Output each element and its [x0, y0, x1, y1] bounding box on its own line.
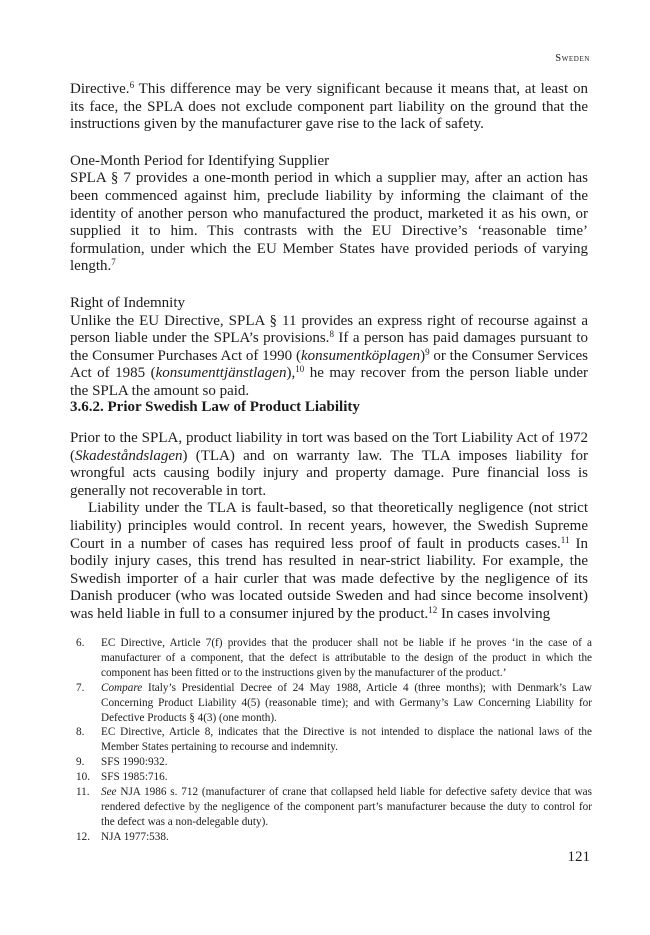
- footnote-number: 8.: [76, 726, 85, 739]
- section-paragraph-1: [70, 430, 588, 500]
- text-run: In cases involving: [437, 605, 551, 622]
- text-run: NJA 1986 s. 712 (manufacturer of crane that collapsed held liable for defective safety device that was rendered defective by the negligence of the component part’s manufacturer because the duty to control for the defect was a non-delegable duty).: [101, 786, 592, 828]
- text-run: SFS 1985:716.: [101, 771, 168, 784]
- section-heading: 3.6.2. Prior Swedish Law of Product Liability: [70, 399, 360, 415]
- text-run: Italy’s Presidential Decree of 24 May 1988, Article 4 (three months); with Denmark’s Law Concerning Product Liability 4(5) (reasonable time); and with Germany’s Law Concerning Liability for Defective Products § 4(3) (one month).: [101, 681, 592, 724]
- section-body-text: [70, 430, 588, 624]
- footnote-number: 11.: [76, 786, 90, 799]
- footnote-10: [76, 770, 592, 785]
- text-run: EC Directive, Article 7(f) provides that the producer shall not be liable if he proves ‘in the case of a manufacturer of a component, that the defect is attributable to the design of the product in which the component has been fitted or to the instructions given by the manufacturer of the product.’: [101, 637, 592, 679]
- text-run: ),: [286, 365, 296, 382]
- footnote-number: 9.: [76, 756, 85, 769]
- indemnity-paragraph: [70, 313, 588, 401]
- footnote-text: [101, 770, 592, 785]
- subheading-one-month: One-Month Period for Identifying Supplier: [70, 152, 330, 169]
- one-month-paragraph: [70, 170, 588, 276]
- footnote-text: [101, 755, 592, 770]
- footnote-number: 10.: [76, 771, 90, 784]
- text-run: EC Directive, Article 8, indicates that the Directive is not intended to displace the national laws of the Member States pertaining to recourse and indemnity.: [101, 726, 592, 754]
- footnote-text: [101, 785, 592, 830]
- text-run: ) (TLA) and on warranty law. The TLA imposes liability for wrongful acts causing bodily injury and property damage. Pure financial loss is generally not recoverable in tort.: [70, 447, 588, 499]
- section-paragraph-2: [70, 500, 588, 623]
- italic-term: Skadeståndslagen: [75, 447, 183, 464]
- italic-term: konsumenttjänstlagen: [155, 365, 287, 382]
- footnote-9: [76, 755, 592, 770]
- text-run: This difference may be very significant because it means that, at least on its face, the SPLA does not exclude component part liability on the ground that the instructions given by the manufacturer gave rise to the lack of safety.: [70, 81, 588, 133]
- footnote-7: [76, 681, 592, 726]
- running-head: Sweden: [555, 53, 590, 64]
- footnote-8: [76, 725, 592, 755]
- footnote-signal: Compare: [101, 681, 143, 694]
- footnote-text: [101, 725, 592, 755]
- page-number: 121: [567, 849, 590, 865]
- footnote-signal: See: [101, 786, 117, 799]
- footnote-ref-6: 6: [129, 80, 135, 90]
- footnote-11: [76, 785, 592, 830]
- text-run: ): [420, 347, 426, 364]
- text-run: SFS 1990:932.: [101, 756, 168, 769]
- text-run: SPLA § 7 provides a one-month period in which a supplier may, after an action has been commenced against him, preclude liability by informing the claimant of the identity of another person who manufactured the product, marketed it as his own, or supplied it to him. This contrasts with the EU Directive’s ‘reasonable time’ formulation, under which the EU Member States have provided periods of varying length.: [70, 170, 588, 275]
- text-run: Liability under the TLA is fault-based, so that theoretically negligence (not strict liability) principles would control. In recent years, however, the Swedish Supreme Court in a number of cases has required less proof of fault in products cases.: [70, 500, 588, 552]
- italic-term: konsumentköplagen: [300, 347, 421, 364]
- text-run: NJA 1977:538.: [101, 830, 169, 843]
- text-run: Prior to the SPLA, product liability in tort was based on the Tort Liability Act of 1972 (: [70, 430, 588, 464]
- footnote-ref-8: 8: [329, 329, 334, 340]
- text-run: If a person has paid damages pursuant to the Consumer Purchases Act of 1990 (: [70, 330, 588, 364]
- footnote-ref-7: 7: [111, 257, 116, 268]
- text-run: Unlike the EU Directive, SPLA § 11 provides an express right of recourse against a person liable under the SPLA’s provisions.: [70, 312, 588, 347]
- footnote-number: 12.: [76, 830, 90, 843]
- subheading-right-of-indemnity: Right of Indemnity: [70, 294, 185, 311]
- text-run: or the Consumer Services Act of 1985 (: [70, 347, 588, 382]
- text-run: he may recover from the person liable under the SPLA the amount so paid.: [70, 365, 589, 399]
- footnote-12: [76, 830, 592, 845]
- text-run: Directive.: [70, 81, 130, 97]
- footnotes: [76, 636, 592, 845]
- footnote-number: 7.: [76, 681, 85, 694]
- footnote-text: [101, 830, 592, 845]
- footnote-text: [101, 681, 592, 726]
- footnote-ref-11: 11: [560, 534, 570, 545]
- footnote-number: 6.: [76, 637, 85, 649]
- footnote-ref-12: 12: [428, 604, 438, 615]
- footnote-ref-10: 10: [295, 364, 305, 375]
- text-run: In bodily injury cases, this trend has resulted in near-strict liability. For example, the Swedish importer of a hair curler that was made defective by the negligence of its Danish producer (who was located outside Sweden and had since become insolvent) was held liable in full to a consumer injured by the product.: [70, 535, 588, 622]
- upper-body-text: [70, 81, 588, 401]
- footnote-text: [101, 636, 592, 681]
- footnote-ref-9: 9: [425, 346, 430, 357]
- opening-paragraph: [70, 81, 588, 134]
- footnote-6: [76, 636, 592, 681]
